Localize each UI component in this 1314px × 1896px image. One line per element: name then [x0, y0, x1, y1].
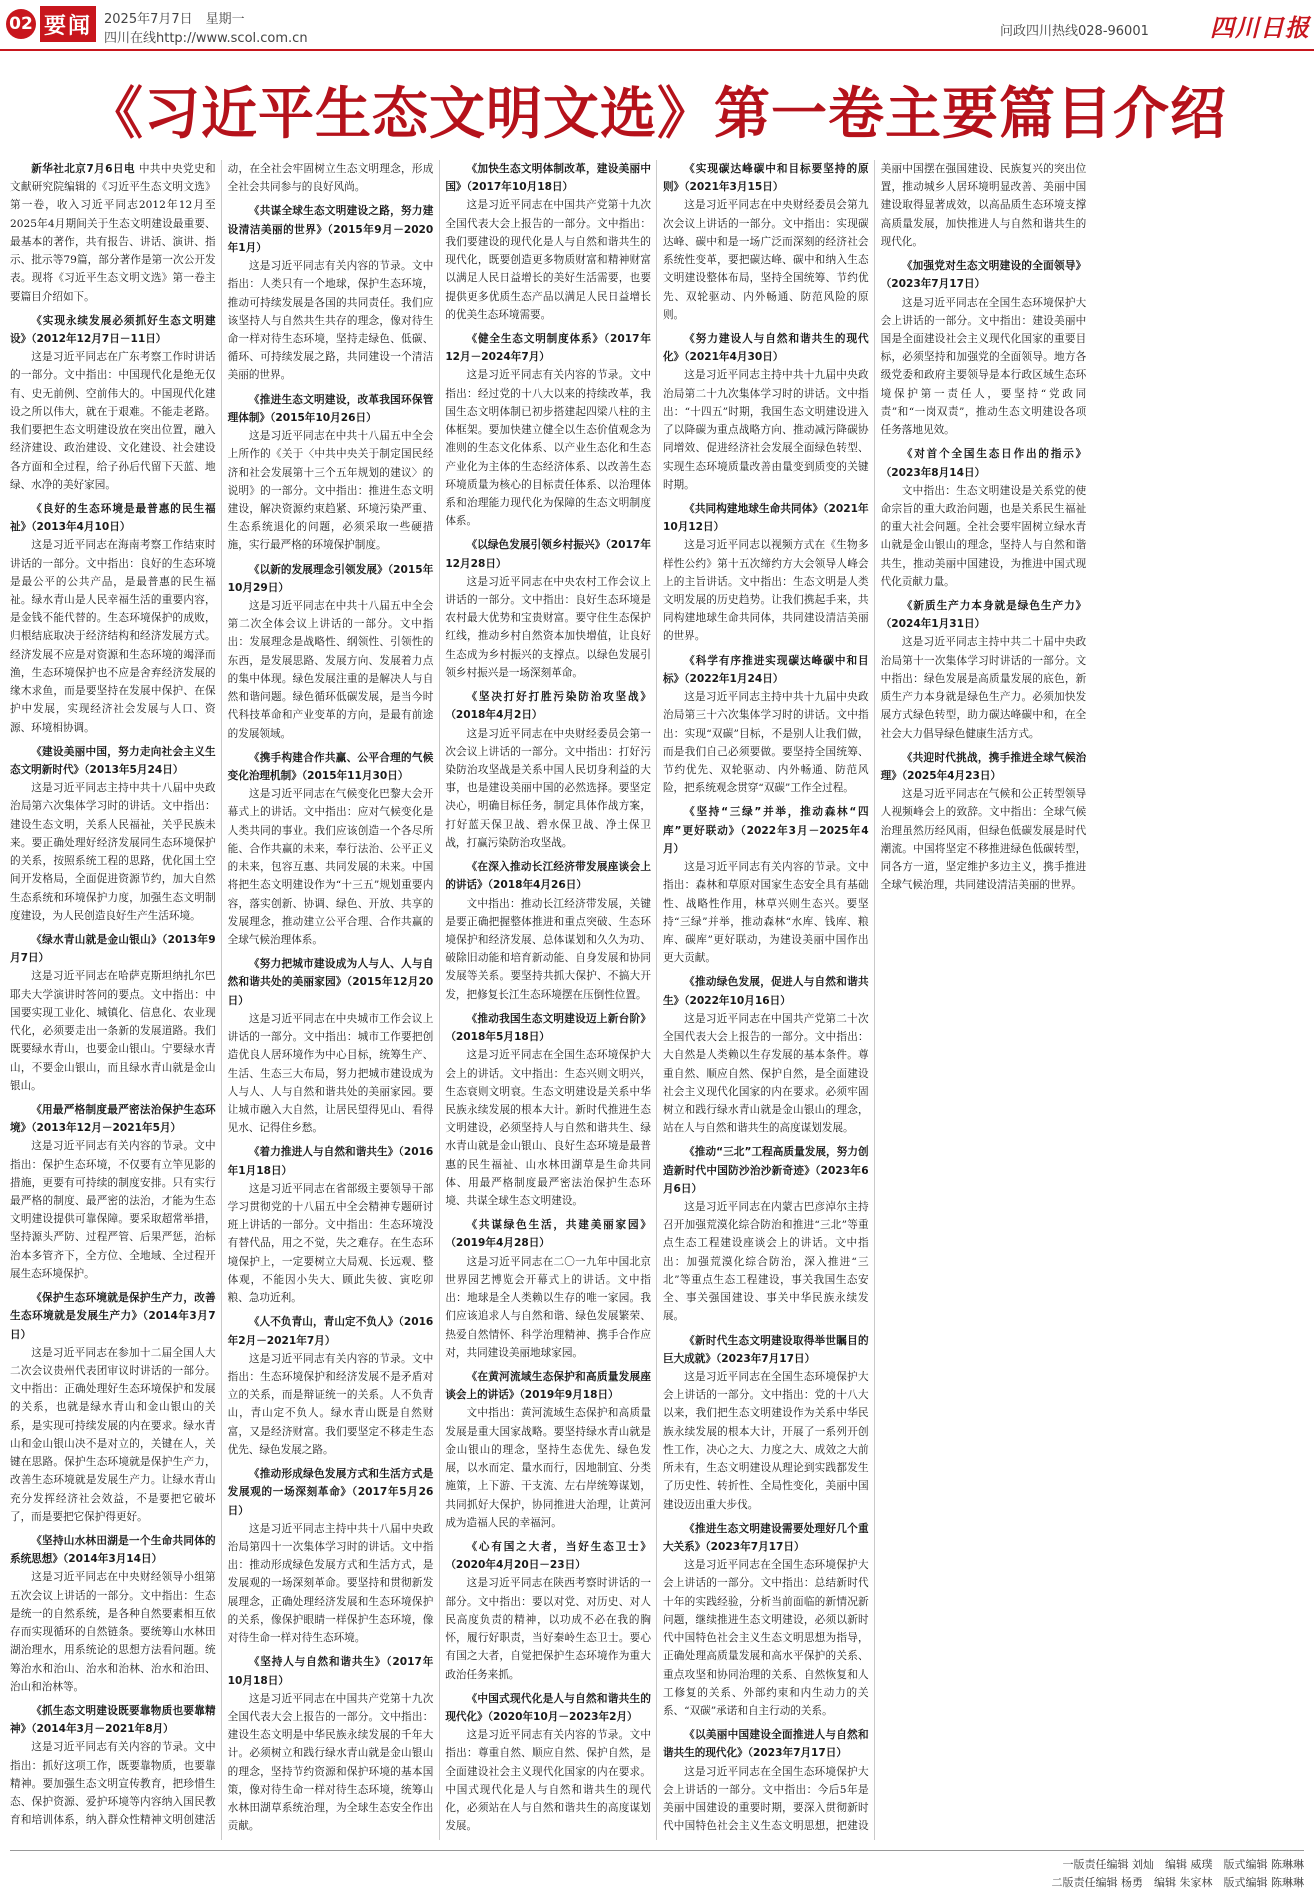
- section-text: 这是习近平同志在省部级主要领导干部学习贯彻党的十八届五中全会精神专题研讨班上讲话的一部分。文中指出：生态环境没有替代品，用之不觉，失之难存。在生态环境保护上，一定要树立大局观、长远观、整体观，不能因小失大、顾此失彼、寅吃卯粮、急功近利。: [227, 1182, 434, 1305]
- section-text: 这是习近平同志主持中共十八届中央政治局第六次集体学习时的讲话。文中指出：建设生态文明，关系人民福祉，关乎民族未来。要正确处理好经济发展同生态环境保护的关系，按照系统工程的思路，优化国土空间开发格局，全面促进资源节约，加大自然生态系统和环境保护力度，加强生态文明制度建设，为人民创造良好生产生活环境。: [10, 782, 216, 922]
- section-text: 这是习近平同志在中央农村工作会议上讲话的一部分。文中指出：良好生态环境是农村最大优势和宝贵财富。要守住生态保护红线，推动乡村自然资本加快增值，让良好生态成为乡村振兴的支撑点。以绿色发展引领乡村振兴是一场深刻革命。: [445, 575, 651, 679]
- section-heading: 《绿水青山就是金山银山》（2013年9月7日）: [10, 933, 216, 965]
- section-heading: 《抓生态文明建设既要靠物质也要靠精神》（2014年3月－2021年8月）: [10, 1704, 216, 1736]
- section-heading: 《科学有序推进实现碳达峰碳中和目标》（2022年1月24日）: [662, 654, 869, 685]
- section-heading: 《以绿色发展引领乡村振兴》（2017年12月28日）: [445, 539, 651, 570]
- section-heading: 《良好的生态环境是最普惠的民生福祉》（2013年4月10日）: [10, 502, 216, 534]
- section-label: 要闻: [40, 6, 96, 42]
- section-text: 这是习近平同志在哈萨克斯坦纳扎尔巴耶夫大学演讲时答问的要点。文中指出：中国要实现工业化、城镇化、信息化、农业现代化，必须要走出一条新的发展道路。我们既要绿水青山，也要金山银山。宁要绿水青山，不要金山银山，而且绿水青山就是金山银山。: [10, 970, 216, 1092]
- section-text: 这是习近平同志在全国生态环境保护大会上讲话的一部分。文中指出：今后5年是美丽中国建设的重要时期，要深入贯彻新时代中国特色社会主义生态文明思想，把建设美丽中国摆在强国建设、民族复兴的突出位置，推动城乡人居环境明显改善、美丽中国建设取得显著成效，以高品质生态环境支撑高质量发展，加快推进人与自然和谐共生的现代化。: [662, 163, 1087, 1833]
- section-heading: 《坚持“三绿”并举，推动森林“四库”更好联动》（2022年3月－2025年4月）: [662, 806, 869, 855]
- section-text: 这是习近平同志在全国生态环境保护大会上讲话的一部分。文中指出：党的十八大以来，我们把生态文明建设作为关系中华民族永续发展的根本大计，开展了一系列开创性工作，决心之大、力度之大、成效之大前所未有，生态文明建设从理论到实践都发生了历史性、转折性、全局性变化，美丽中国建设迈出重大步伐。: [662, 1371, 869, 1511]
- section-heading: 《携手构建合作共赢、公平合理的气候变化治理机制》（2015年11月30日）: [227, 751, 434, 782]
- section-text: 这是习近平同志在内蒙古巴彦淖尔主持召开加强荒漠化综合防治和推进“三北”等重点生态工程建设座谈会上的讲话。文中指出：加强荒漠化综合防治，深入推进“三北”等重点生态工程建设，事关我国生态安全、事关强国建设、事关中华民族永续发展。: [662, 1201, 869, 1323]
- issue-date: 2025年7月7日 星期一: [104, 12, 245, 27]
- section-heading: 《心有国之大者，当好生态卫士》（2020年4月20日－23日）: [445, 1540, 651, 1572]
- section-heading: 《加快生态文明体制改革，建设美丽中国》（2017年10月18日）: [445, 163, 651, 194]
- header-divider: [0, 49, 1314, 51]
- section-heading: 《中国式现代化是人与自然和谐共生的现代化》（2020年10月－2023年2月）: [445, 1692, 651, 1723]
- section-text: 这是习近平同志在海南考察工作结束时讲话的一部分。文中指出：良好的生态环境是最公平的公共产品，是最普惠的民生福祉。绿水青山是人民幸福生活的重要内容，是金钱不能代替的。生态环境保护的成败，归根结底取决于经济结构和经济发展方式。经济发展不应是对资源和生态环境的竭泽而渔，生态环境保护也不应是舍弃经济发展的缘木求鱼，而是要坚持在发展中保护、在保护中发展，实现经济社会发展与人口、资源、环境相协调。: [10, 539, 216, 734]
- section-heading: 《坚持人与自然和谐共生》（2017年10月18日）: [227, 1656, 434, 1687]
- section-text: 这是习近平同志有关内容的节录。文中指出：尊重自然、顺应自然、保护自然，是全面建设社会主义现代化国家的内在要求。中国式现代化是人与自然和谐共生的现代化，必须站在人与自然和谐共生的高度谋划发展。: [445, 1729, 651, 1833]
- section-text: 这是习近平同志主持中共十九届中央政治局第二十九次集体学习时的讲话。文中指出：“十四五”时期，我国生态文明建设进入了以降碳为重点战略方向、推动减污降碳协同增效、促进经济社会发展全面绿色转型、实现生态环境质量改善由量变到质变的关键时期。: [662, 369, 869, 491]
- lead-text: 中共中央党史和文献研究院编辑的《习近平生态文明文选》第一卷，收入习近平同志2012年12月至2025年4月期间关于生态文明建设最重要、最基本的著作，共有报告、讲话、演讲、指示、批示等79篇，部分著作是第一次公开发表。现将《习近平生态文明文选》第一卷主要篇目介绍如下。: [10, 163, 216, 303]
- section-text: 这是习近平同志有关内容的节录。文中指出：生态环境保护和经济发展不是矛盾对立的关系，而是辩证统一的关系。人不负青山，青山定不负人。绿水青山既是自然财富，又是经济财富。我们要坚定不移走生态优先、绿色发展之路。: [227, 1352, 434, 1456]
- section-heading: 《坚持山水林田湖是一个生命共同体的系统思想》（2014年3月14日）: [10, 1534, 216, 1566]
- section-heading: 《对首个全国生态日作出的指示》（2023年8月14日）: [880, 448, 1087, 479]
- section-heading: 《实现碳达峰碳中和目标要坚持的原则》（2021年3月15日）: [662, 163, 869, 194]
- section-text: 这是习近平同志在中国共产党第十九次全国代表大会上报告的一部分。文中指出：建设生态文明是中华民族永续发展的千年大计。必须树立和践行绿水青山就是金山银山的理念，坚持节约资源和保护环境的基本国策，像对待生命一样对待生态环境，统筹山水林田湖草系统治理，为全球生态安全作出贡献。: [227, 1692, 434, 1833]
- section-heading: 《坚决打好打胜污染防治攻坚战》（2018年4月2日）: [445, 691, 651, 722]
- section-heading: 《着力推进人与自然和谐共生》（2016年1月18日）: [227, 1146, 434, 1177]
- section-heading: 《推进生态文明建设需要处理好几个重大关系》（2023年7月17日）: [662, 1522, 869, 1553]
- section-text: 这是习近平同志在中央城市工作会议上讲话的一部分。文中指出：城市工作要把创造优良人居环境作为中心目标，统筹生产、生活、生态三大布局，努力把城市建设成为人与人、人与自然和谐共处的美丽家园。要让城市融入大自然，让居民望得见山、看得见水、记得住乡愁。: [227, 1012, 434, 1135]
- section-text: 这是习近平同志在陕西考察时讲话的一部分。文中指出：要以对党、对历史、对人民高度负责的精神，以功成不必在我的胸怀，履行好职责，当好秦岭生态卫士。要心有国之大者，自觉把保护生态环境作为重大政治任务来抓。: [445, 1577, 651, 1681]
- section-heading: 《保护生态环境就是保护生产力，改善生态环境就是发展生产力》（2014年3月7日）: [10, 1292, 216, 1341]
- article-body: [10, 160, 1304, 1840]
- section-heading: 《努力把城市建设成为人与人、人与自然和谐共处的美丽家园》（2015年12月20日）: [227, 958, 434, 1007]
- editor-credit-line-1: 一版责任编辑 刘灿 编辑 威璞 版式编辑 陈琳琳: [1062, 1858, 1304, 1871]
- section-heading: 《实现永续发展必须抓好生态文明建设》（2012年12月7日－11日）: [10, 314, 216, 345]
- section-text: 这是习近平同志在中共十八届五中全会第二次全体会议上讲话的一部分。文中指出：发展理念是战略性、纲领性、引领性的东西，是发展思路、发展方向、发展着力点的集中体现。绿色发展注重的是解决人与自然和谐问题。绿色循环低碳发展，是当今时代科技革命和产业变革的方向，是最有前途的发展领域。: [227, 600, 434, 740]
- section-text: 这是习近平同志有关内容的节录。文中指出：抓好这项工作，既要靠物质，也要靠精神。要加强生态文明宣传教育，把珍惜生态、保护资源、爱护环境等内容纳入国民教育和培训体系，纳入群众性精神文明创建活动，在全社会牢固树立生态文明理念，形成全社会共同参与的良好风尚。: [10, 163, 434, 1827]
- section-text: 这是习近平同志在全国生态环境保护大会上讲话的一部分。文中指出：总结新时代十年的实践经验，分析当前面临的新情况新问题，继续推进生态文明建设，必须以新时代中国特色社会主义生态文明思想为指导，正确处理高质量发展和高水平保护的关系、重点攻坚和协同治理的关系、自然恢复和人工修复的关系、外部约束和内生动力的关系、“双碳”承诺和自主行动的关系。: [662, 1559, 869, 1717]
- section-text: 这是习近平同志在气候和公正转型领导人视频峰会上的致辞。文中指出：全球气候治理虽然历经风雨，但绿色低碳发展是时代潮流。中国将坚定不移推进绿色低碳转型，同各方一道，坚定维护多边主义，携手推进全球气候治理，共同建设清洁美丽的世界。: [880, 788, 1087, 892]
- section-heading: 《新时代生态文明建设取得举世瞩目的巨大成就》（2023年7月17日）: [662, 1334, 869, 1365]
- editor-credits: [880, 1856, 1304, 1891]
- section-heading: 《健全生态文明制度体系》（2017年12月－2024年7月）: [445, 332, 651, 364]
- section-heading: 《共谋全球生态文明建设之路，努力建设清洁美丽的世界》（2015年9月－2020年1月）: [227, 205, 434, 254]
- section-heading: 《在黄河流域生态保护和高质量发展座谈会上的讲话》（2019年9月18日）: [445, 1371, 651, 1402]
- section-text: 这是习近平同志在全国生态环境保护大会上的讲话。文中指出：生态兴则文明兴，生态衰则文明衰。生态文明建设是关系中华民族永续发展的根本大计。新时代推进生态文明建设，必须坚持人与自然和谐共生、绿水青山就是金山银山、良好生态环境是最普惠的民生福祉、山水林田湖草是生命共同体、用最严格制度最严密法治保护生态环境、共谋全球生态文明建设。: [445, 1049, 651, 1208]
- section-text: 文中指出：推动长江经济带发展，关键是要正确把握整体推进和重点突破、生态环境保护和经济发展、总体谋划和久久为功、破除旧动能和培育新动能、自身发展和协同发展等关系。要坚持共抓大保护、不搞大开发，把修复长江生态环境摆在压倒性位置。: [445, 897, 651, 1001]
- page-masthead: [0, 0, 1314, 50]
- section-text: 这是习近平同志在中共十八届五中全会上所作的《关于〈中共中央关于制定国民经济和社会发展第十三个五年规划的建议〉的说明》的一部分。文中指出：推进生态文明建设，解决资源约束趋紧、环境污染严重、生态系统退化的问题，必须采取一些硬措施，实行最严格的环境保护制度。: [227, 430, 434, 552]
- dateline: 新华社北京7月6日电: [31, 163, 136, 175]
- section-text: 这是习近平同志在中央财经委员会第一次会议上讲话的一部分。文中指出：打好污染防治攻坚战是关系中国人民切身利益的大事，也是建设美丽中国的必然选择。要坚定决心，明确目标任务，制定具体作战方案，打好蓝天保卫战、碧水保卫战、净土保卫战，打赢污染防治攻坚战。: [445, 727, 651, 849]
- section-heading: 《推进生态文明建设，改革我国环保管理体制》（2015年10月26日）: [227, 393, 434, 424]
- section-heading: 《在深入推动长江经济带发展座谈会上的讲话》（2018年4月26日）: [445, 861, 651, 892]
- section-text: 这是习近平同志有关内容的节录。文中指出：经过党的十八大以来的持续改革，我国生态文明体制已初步搭建起四梁八柱的主体框架。要加快建立健全以生态价值观念为准则的生态文化体系、以产业生态化和生态产业化为主体的生态经济体系、以改善生态环境质量为核心的目标责任体系、以治理体系和治理能力现代化为保障的生态文明制度体系。: [445, 369, 651, 528]
- footer-divider: [10, 1850, 1304, 1851]
- section-text: 这是习近平同志在中央财经委员会第九次会议上讲话的一部分。文中指出：实现碳达峰、碳中和是一场广泛而深刻的经济社会系统性变革，要把碳达峰、碳中和纳入生态文明建设整体布局，坚持全国统筹、节约优先、双轮驱动、内外畅通、防范风险的原则。: [662, 199, 869, 321]
- section-text: 这是习近平同志有关内容的节录。文中指出：森林和草原对国家生态安全具有基础性、战略性作用，林草兴则生态兴。要坚持“三绿”并举，推动森林“水库、钱库、粮库、碳库”更好联动，为建设美丽中国作出更大贡献。: [662, 861, 869, 965]
- section-text: 这是习近平同志主持中共十八届中央政治局第四十一次集体学习时的讲话。文中指出：推动形成绿色发展方式和生活方式，是发展观的一场深刻革命。要坚持和贯彻新发展理念，正确处理经济发展和生态环境保护的关系，像保护眼睛一样保护生态环境，像对待生命一样对待生态环境。: [227, 1522, 434, 1645]
- section-text: 这是习近平同志在二〇一九年中国北京世界园艺博览会开幕式上的讲话。文中指出：地球是全人类赖以生存的唯一家园。我们应该追求人与自然和谐、绿色发展繁荣、热爱自然情怀、科学治理精神、携手合作应对，共同建设美丽地球家园。: [445, 1255, 651, 1359]
- section-text: 这是习近平同志在全国生态环境保护大会上讲话的一部分。文中指出：建设美丽中国是全面建设社会主义现代化国家的重要目标，必须坚持和加强党的全面领导。地方各级党委和政府主要领导是本行政区域生态环境保护第一责任人，要坚持“党政同责”和“一岗双责”，推动生态文明建设各项任务落地见效。: [880, 296, 1087, 437]
- section-heading: 《努力建设人与自然和谐共生的现代化》（2021年4月30日）: [662, 332, 869, 364]
- section-text: 这是习近平同志在中国共产党第十九次全国代表大会上报告的一部分。文中指出：我们要建设的现代化是人与自然和谐共生的现代化，既要创造更多物质财富和精神财富以满足人民日益增长的美好生活需要，也要提供更多优质生态产品以满足人民日益增长的优美生态环境需要。: [445, 199, 651, 321]
- section-heading: 《推动“三北”工程高质量发展，努力创造新时代中国防沙治沙新奇迹》（2023年6月6日）: [662, 1146, 869, 1195]
- section-text: 这是习近平同志有关内容的节录。文中指出：保护生态环境，不仅要有立竿见影的措施，更要有可持续的制度安排。只有实行最严格的制度、最严密的法治，才能为生态文明建设提供可靠保障。要采取超常举措，坚持源头严防、过程严管、后果严惩，治标治本多管齐下，全方位、全地域、全过程开展生态环境保护。: [10, 1140, 216, 1280]
- section-text: 这是习近平同志在参加十二届全国人大二次会议贵州代表团审议时讲话的一部分。文中指出：正确处理好生态环境保护和发展的关系，也就是绿水青山和金山银山的关系，是实现可持续发展的内在要求。绿水青山和金山银山决不是对立的，关键在人，关键在思路。保护生态环境就是保护生产力，改善生态环境就是发展生产力。让绿水青山充分发挥经济社会效益，不是要把它破坏了，而是要把它保护得更好。: [10, 1346, 216, 1523]
- section-heading: 《新质生产力本身就是绿色生产力》（2024年1月31日）: [880, 600, 1087, 631]
- editor-credit-line-2: 二版责任编辑 杨勇 编辑 朱家林 版式编辑 陈琳琳: [1051, 1875, 1304, 1889]
- section-text: 这是习近平同志在气候变化巴黎大会开幕式上的讲话。文中指出：应对气候变化是人类共同的事业。我们应该创造一个各尽所能、合作共赢的未来，奉行法治、公平正义的未来，包容互惠、共同发展的未来。中国将把生态文明建设作为“十三五”规划重要内容，落实创新、协调、绿色、开放、共享的发展理念，推动建立公平合理、合作共赢的全球气候治理体系。: [227, 788, 434, 946]
- newspaper-logo: 四川日报: [1210, 13, 1310, 42]
- section-heading: 《共同构建地球生命共同体》（2021年10月12日）: [662, 502, 869, 534]
- site-url: 四川在线http://www.scol.com.cn: [104, 31, 308, 46]
- page-title: 《习近平生态文明文选》第一卷主要篇目介绍: [87, 82, 1227, 147]
- section-text: 这是习近平同志有关内容的节录。文中指出：人类只有一个地球，保护生态环境，推动可持续发展是各国的共同责任。我们应该坚持人与自然共生共存的理念，像对待生命一样对待生态环境，坚持走绿色、低碳、循环、可持续发展之路，共同建设一个清洁美丽的世界。: [227, 260, 434, 382]
- section-text: 这是习近平同志以视频方式在《生物多样性公约》第十五次缔约方大会领导人峰会上的主旨讲话。文中指出：生态文明是人类文明发展的历史趋势。让我们携起手来，共同构建地球生命共同体，共同建设清洁美丽的世界。: [662, 539, 869, 643]
- page-number-badge: 02: [6, 9, 36, 39]
- section-heading: 《推动形成绿色发展方式和生活方式是发展观的一场深刻革命》（2017年5月26日）: [227, 1468, 434, 1517]
- section-heading: 《用最严格制度最严密法治保护生态环境》（2013年12月－2021年5月）: [10, 1103, 216, 1135]
- section-text: 这是习近平同志主持中共十九届中央政治局第三十六次集体学习时的讲话。文中指出：实现“双碳”目标，不是别人让我们做，而是我们自己必须要做。要坚持全国统筹、节约优先、双轮驱动、内外畅通、防范风险，把系统观念贯穿“双碳”工作全过程。: [662, 691, 869, 795]
- section-heading: 《加强党对生态文明建设的全面领导》（2023年7月17日）: [880, 260, 1087, 291]
- section-text: 这是习近平同志主持中共二十届中央政治局第十一次集体学习时讲话的一部分。文中指出：绿色发展是高质量发展的底色，新质生产力本身就是绿色生产力。必须加快发展方式绿色转型，助力碳达峰碳中和，在全社会大力倡导绿色健康生活方式。: [880, 636, 1087, 740]
- section-heading: 《共谋绿色生活，共建美丽家园》（2019年4月28日）: [445, 1219, 651, 1250]
- section-heading: 《共迎时代挑战，携手推进全球气候治理》（2025年4月23日）: [880, 751, 1087, 782]
- section-heading: 《人不负青山，青山定不负人》（2016年2月－2021年7月）: [227, 1316, 434, 1347]
- section-text: 文中指出：黄河流域生态保护和高质量发展是重大国家战略。要坚持绿水青山就是金山银山的理念，坚持生态优先、绿色发展，以水而定、量水而行，因地制宜、分类施策，上下游、干支流、左右岸统筹谋划，共同抓好大保护，协同推进大治理，让黄河成为造福人民的幸福河。: [445, 1407, 651, 1529]
- section-text: 这是习近平同志在中国共产党第二十次全国代表大会上报告的一部分。文中指出：大自然是人类赖以生存发展的基本条件。尊重自然、顺应自然、保护自然，是全面建设社会主义现代化国家的内在要求。必须牢固树立和践行绿水青山就是金山银山的理念，站在人与自然和谐共生的高度谋划发展。: [662, 1012, 869, 1135]
- section-heading: 《推动绿色发展，促进人与自然和谐共生》（2022年10月16日）: [662, 976, 869, 1007]
- section-heading: 《推动我国生态文明建设迈上新台阶》（2018年5月18日）: [445, 1012, 651, 1044]
- section-heading: 《以新的发展理念引领发展》（2015年10月29日）: [227, 563, 434, 594]
- section-heading: 《以美丽中国建设全面推进人与自然和谐共生的现代化》（2023年7月17日）: [662, 1729, 869, 1760]
- section-heading: 《建设美丽中国，努力走向社会主义生态文明新时代》（2013年5月24日）: [10, 745, 216, 776]
- section-text: 文中指出：生态文明建设是关系党的使命宗旨的重大政治问题，也是关系民生福祉的重大社会问题。全社会要牢固树立绿水青山就是金山银山的理念，坚持人与自然和谐共生，推动美丽中国建设，为推进中国式现代化贡献力量。: [880, 484, 1087, 588]
- section-text: 这是习近平同志在中央财经领导小组第五次会议上讲话的一部分。文中指出：生态是统一的自然系统，是各种自然要素相互依存而实现循环的自然链条。要统筹山水林田湖治理水，用系统论的思想方法看问题。统筹治水和治山、治水和治林、治水和治田、治山和治林等。: [10, 1571, 216, 1693]
- section-text: 这是习近平同志在广东考察工作时讲话的一部分。文中指出：中国现代化是绝无仅有、史无前例、空前伟大的。中国现代化建设之所以伟大，就在于艰难。不能走老路。我们要把生态文明建设放在突出位置，融入经济建设、政治建设、文化建设、社会建设各方面和全过程，给子孙后代留下天蓝、地绿、水净的美好家园。: [10, 351, 216, 491]
- article-lead: [10, 160, 216, 306]
- hotline: 问政四川热线028-96001: [1000, 24, 1149, 39]
